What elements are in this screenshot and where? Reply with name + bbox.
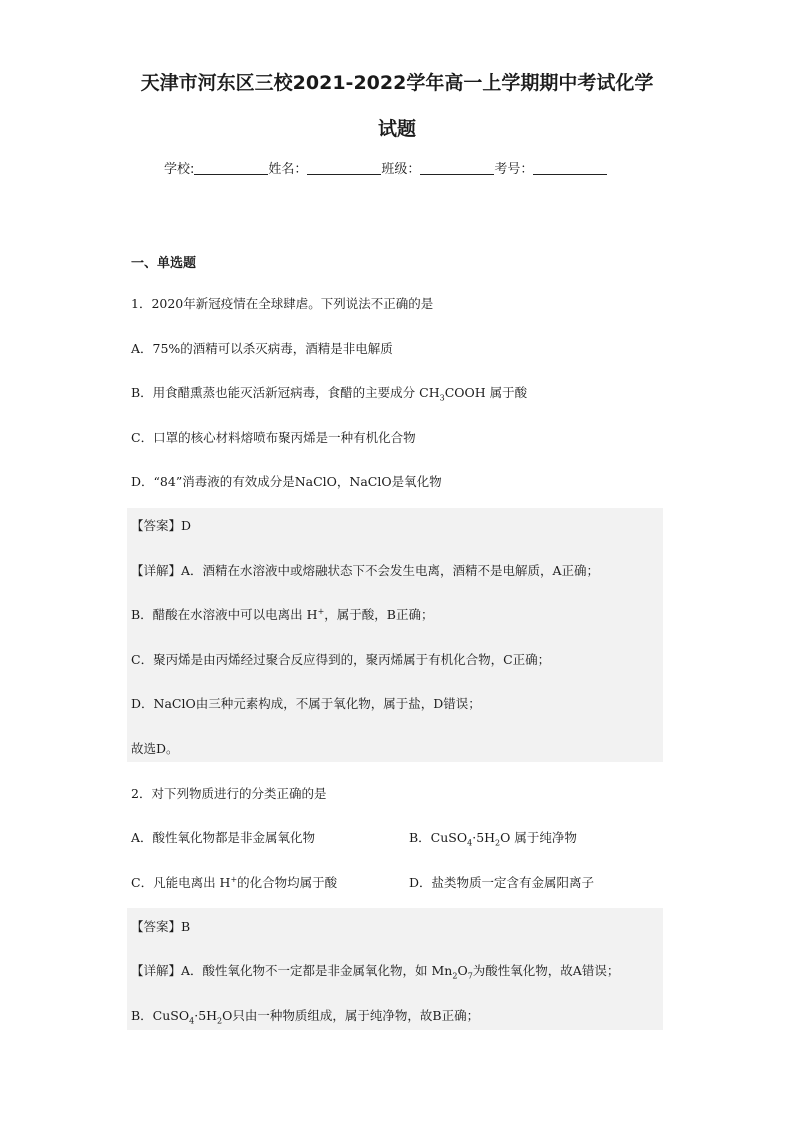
school-blank bbox=[194, 162, 268, 175]
question-1-answer-box bbox=[127, 508, 663, 762]
question-1-conclusion: 故选D。 bbox=[131, 741, 179, 756]
question-1-detail-b: B．醋酸在水溶液中可以电离出 H+，属于酸，B正确； bbox=[131, 606, 434, 622]
question-1-detail-c: C．聚丙烯是由丙烯经过聚合反应得到的，聚丙烯属于有机化合物，C正确； bbox=[131, 652, 551, 667]
question-2-option-a: A．酸性氧化物都是非金属氧化物 bbox=[131, 830, 316, 845]
section-title: 一、单选题 bbox=[131, 256, 197, 271]
question-2-option-d: D．盐类物质一定含有金属阳离子 bbox=[409, 875, 595, 890]
student-info-line bbox=[164, 158, 607, 177]
question-2-detail-b: B．$CuSO_4\cdot 5H_2O$只由一种物质组成，属于纯净物，故B正确； bbox=[131, 1008, 480, 1026]
document-title: 天津市河东区三校2021-2022学年高一上学期期中考试化学 bbox=[140, 72, 654, 94]
class-blank bbox=[420, 162, 494, 175]
question-2-option-c: C．凡能电离出 H+的化合物均属于酸 bbox=[131, 874, 338, 890]
question-1-answer: 【答案】D bbox=[131, 518, 192, 533]
question-1-detail-a: 【详解】A．酒精在水溶液中或熔融状态下不会发生电离，酒精不是电解质，A正确； bbox=[131, 563, 600, 578]
exam-number-label: 考号： bbox=[494, 162, 534, 177]
question-2-option-b: B．$CuSO_4\cdot 5H_2O$ 属于纯净物 bbox=[409, 830, 577, 848]
question-1-option-b: B．用食醋熏蒸也能灭活新冠病毒，食醋的主要成分 $CH_3COOH$ 属于酸 bbox=[131, 385, 528, 403]
question-1-option-d: D．“84”消毒液的有效成分是NaClO，NaClO是氧化物 bbox=[131, 474, 442, 489]
question-1-stem: 1．2020年新冠疫情在全球肆虐。下列说法不正确的是 bbox=[131, 296, 434, 311]
class-label: 班级： bbox=[381, 162, 421, 177]
document-title-continued: 试题 bbox=[377, 118, 416, 140]
question-1-option-a: A．75%的酒精可以杀灭病毒，酒精是非电解质 bbox=[131, 341, 393, 356]
question-2-answer: 【答案】B bbox=[131, 919, 191, 934]
question-1-option-c: C．口罩的核心材料熔喷布聚丙烯是一种有机化合物 bbox=[131, 430, 416, 445]
name-blank bbox=[307, 162, 381, 175]
question-2-stem: 2．对下列物质进行的分类正确的是 bbox=[131, 786, 327, 801]
name-label: 姓名： bbox=[268, 162, 308, 177]
school-label: 学校: bbox=[164, 162, 195, 177]
question-2-detail-a: 【详解】A．酸性氧化物不一定都是非金属氧化物，如 $Mn_2O_7$为酸性氧化物，故A错误； bbox=[131, 963, 620, 981]
exam-number-blank bbox=[533, 162, 607, 175]
question-1-detail-d: D．NaClO由三种元素构成，不属于氧化物，属于盐，D错误； bbox=[131, 696, 481, 711]
